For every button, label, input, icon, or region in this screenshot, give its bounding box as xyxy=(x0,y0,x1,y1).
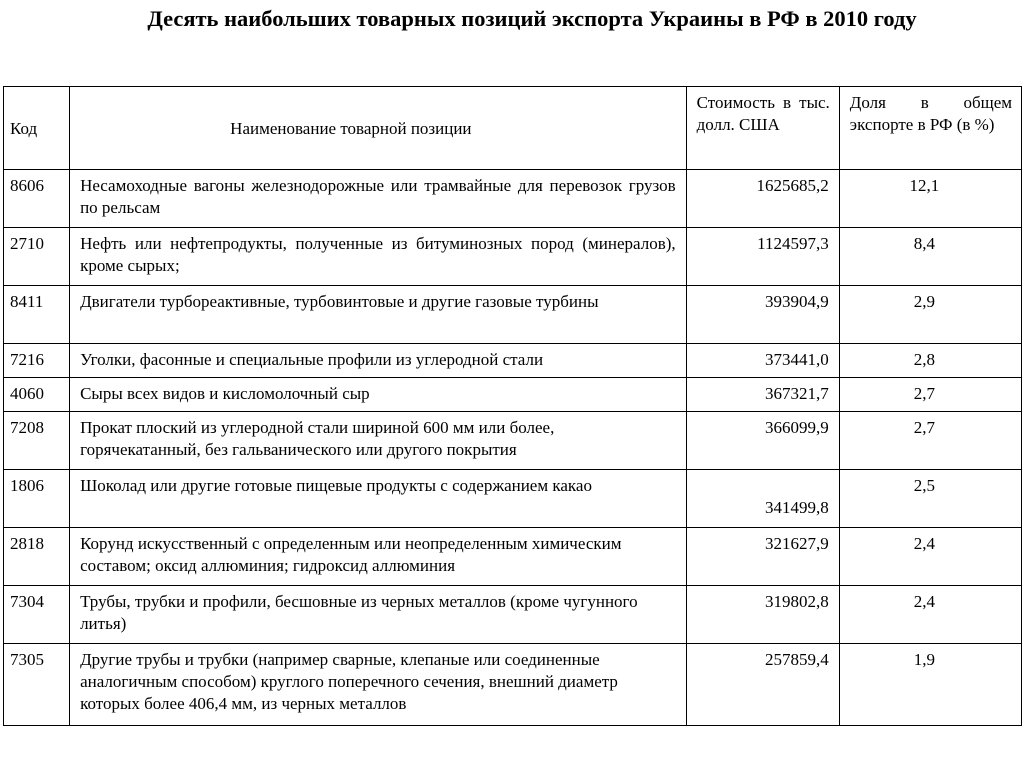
cell-share: 2,5 xyxy=(839,470,1021,528)
cell-name: Уголки, фасонные и специальные профили из углеродной стали xyxy=(70,344,687,378)
page-title: Десять наибольших товарных позиций экспорта Украины в РФ в 2010 году xyxy=(147,6,917,31)
table-row xyxy=(4,470,1022,528)
cell-name: Двигатели турбореактивные, турбовинтовые и другие газовые турбины xyxy=(70,286,687,344)
table-row xyxy=(4,344,1022,378)
cell-cost: 257859,4 xyxy=(686,644,839,726)
cell-cost: 1625685,2 xyxy=(686,170,839,228)
cell-cost: 367321,7 xyxy=(686,378,839,412)
table-row xyxy=(4,228,1022,286)
cell-name: Несамоходные вагоны железнодорожные или трамвайные для перевозок грузов по рельсам xyxy=(70,170,687,228)
cell-code: 7216 xyxy=(4,344,70,378)
cell-cost: 393904,9 xyxy=(686,286,839,344)
cell-share: 2,7 xyxy=(839,412,1021,470)
cell-code: 7304 xyxy=(4,586,70,644)
cell-cost: 319802,8 xyxy=(686,586,839,644)
cell-cost: 321627,9 xyxy=(686,528,839,586)
cell-code: 8606 xyxy=(4,170,70,228)
cell-cost: 366099,9 xyxy=(686,412,839,470)
cell-code: 7305 xyxy=(4,644,70,726)
cell-cost: 373441,0 xyxy=(686,344,839,378)
cell-share: 2,4 xyxy=(839,528,1021,586)
cell-name: Другие трубы и трубки (например сварные, клепаные или соединенные аналогичным способом) круглого поперечного сечения, внешний диаметр которых более 406,4 мм, из черных металлов xyxy=(70,644,687,726)
cell-share: 1,9 xyxy=(839,644,1021,726)
cell-code: 2710 xyxy=(4,228,70,286)
cell-code: 2818 xyxy=(4,528,70,586)
cell-share: 2,7 xyxy=(839,378,1021,412)
cell-code: 8411 xyxy=(4,286,70,344)
cell-code: 7208 xyxy=(4,412,70,470)
cell-name: Шоколад или другие готовые пищевые продукты с содержанием какао xyxy=(70,470,687,528)
table-row xyxy=(4,528,1022,586)
cell-share: 2,4 xyxy=(839,586,1021,644)
header-row xyxy=(4,87,1022,170)
cell-name: Сыры всех видов и кисломолочный сыр xyxy=(70,378,687,412)
table-row xyxy=(4,378,1022,412)
cell-cost: 341499,8 xyxy=(686,470,839,528)
table-row xyxy=(4,286,1022,344)
cell-share: 8,4 xyxy=(839,228,1021,286)
cell-share: 12,1 xyxy=(839,170,1021,228)
header-share: Доля в общем экспорте в РФ (в %) xyxy=(839,87,1021,170)
cell-name: Прокат плоский из углеродной стали шириной 600 мм или более, горячекатанный, без гальванического или другого покрытия xyxy=(70,412,687,470)
header-cost: Стоимость в тыс. долл. США xyxy=(686,87,839,170)
cell-name: Трубы, трубки и профили, бесшовные из черных металлов (кроме чугунного литья) xyxy=(70,586,687,644)
cell-share: 2,8 xyxy=(839,344,1021,378)
table-row xyxy=(4,586,1022,644)
table-row xyxy=(4,644,1022,726)
cell-code: 1806 xyxy=(4,470,70,528)
header-name: Наименование товарной позиции xyxy=(70,87,687,170)
export-table xyxy=(3,86,1022,726)
cell-code: 4060 xyxy=(4,378,70,412)
cell-name: Корунд искусственный с определенным или неопределенным химическим составом; оксид аллюминия; гидроксид аллюминия xyxy=(70,528,687,586)
cell-share: 2,9 xyxy=(839,286,1021,344)
cell-name: Нефть или нефтепродукты, полученные из битуминозных пород (минералов), кроме сырых; xyxy=(70,228,687,286)
header-code: Код xyxy=(4,87,70,170)
table-row xyxy=(4,412,1022,470)
table-row xyxy=(4,170,1022,228)
cell-cost: 1124597,3 xyxy=(686,228,839,286)
